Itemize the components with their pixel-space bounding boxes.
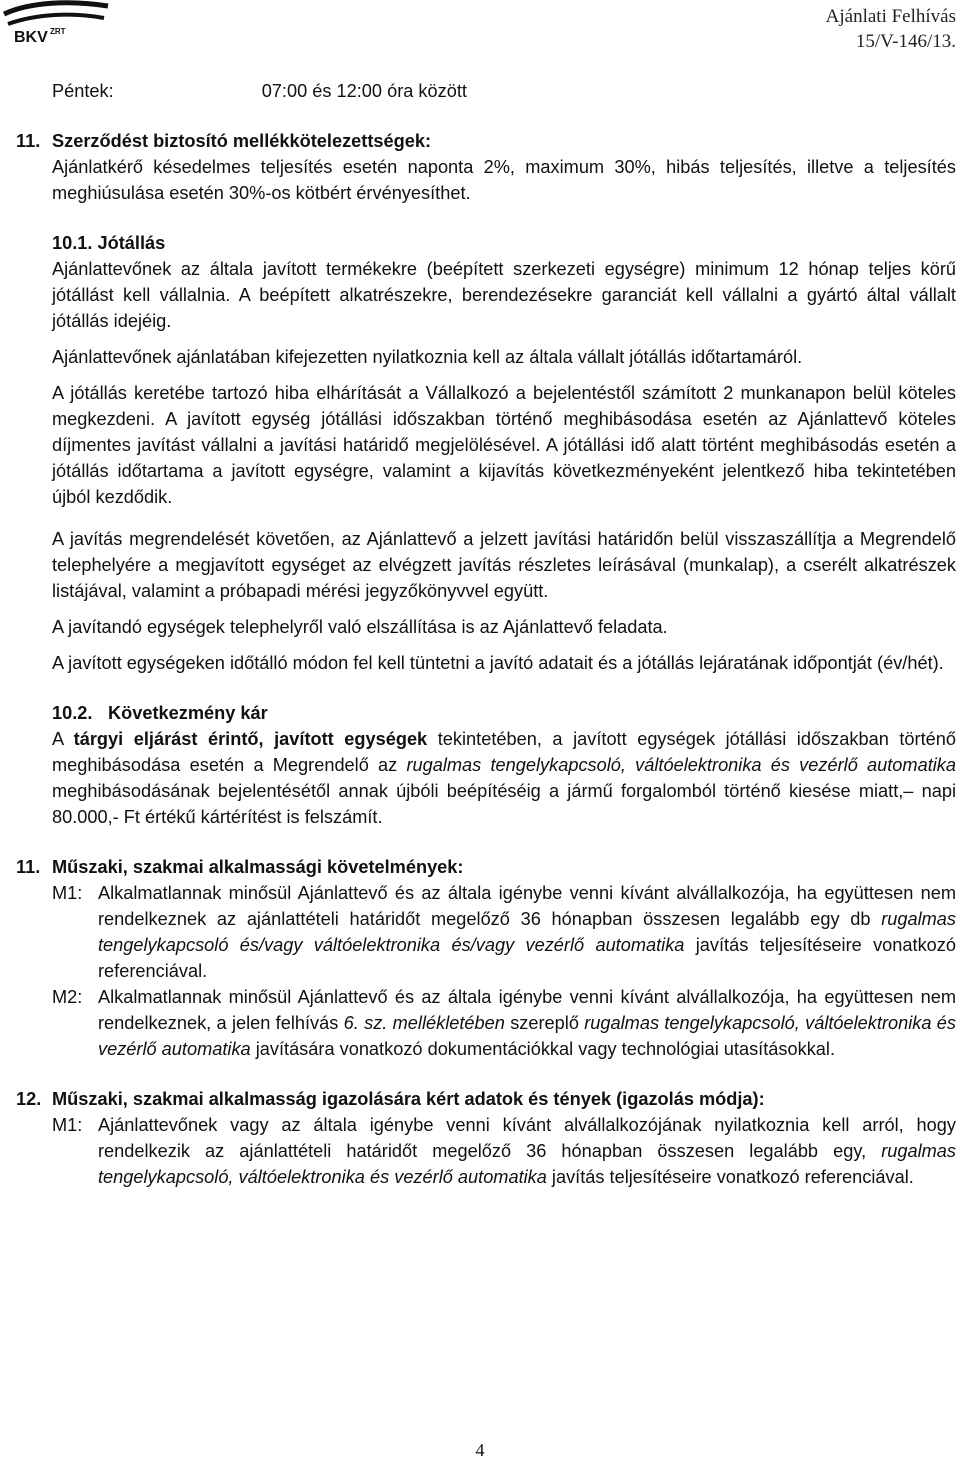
text-run: javítás teljesítéseire vonatkozó referenciával.	[98, 935, 956, 981]
section-heading	[16, 128, 956, 154]
text-run: szereplő	[504, 1013, 585, 1033]
text-run: Alkalmatlannak minősül Ajánlattevő és az általa igénybe venni kívánt alvállalkozója, ha együttesen nem rendelkeznek, a jelen felhívás	[98, 987, 956, 1033]
page-header	[0, 0, 960, 52]
section-12-evidence	[16, 1086, 956, 1190]
italic-run: 6. sz. mellékletében	[343, 1013, 505, 1033]
requirement-m1	[52, 880, 956, 984]
section-number: 11.	[16, 857, 41, 877]
bold-run: tárgyi eljárást érintő, javított egységek	[73, 729, 428, 749]
section-heading	[16, 1086, 956, 1112]
text-run: tekintetében, a javított egységek jótállási időszakban történő meghibásodása esetén a Megrendelő az	[52, 729, 956, 775]
document-body	[16, 78, 956, 1190]
section-10-1-warranty	[52, 230, 956, 676]
page-number: 4	[475, 1440, 485, 1460]
subsection-heading	[52, 230, 956, 256]
paragraph: Ajánlattevőnek ajánlatában kifejezetten nyilatkoznia kell az általa vállalt jótállás időtartamáról.	[52, 347, 803, 367]
evidence-m1	[52, 1112, 956, 1190]
text-run: Alkalmatlannak minősül Ajánlattevő és az általa igénybe venni kívánt alvállalkozója, ha együttesen nem rendelkeznek az ajánlattételi határidőt megelőző 36 hónapban összesen legalább egy db	[98, 883, 956, 929]
logo-superscript: ZRT	[50, 27, 66, 36]
italic-run: rugalmas tengelykapcsoló, váltóelektronika és vezérlő automatika	[406, 755, 956, 775]
logo-text: BKV	[14, 29, 48, 46]
paragraph: A javítandó egységek telephelyről való elszállítása is az Ajánlattevő feladata.	[52, 617, 668, 637]
doc-type: Ajánlati Felhívás	[825, 6, 956, 27]
requirement-label: M1:	[52, 883, 83, 903]
section-11-technical-requirements	[16, 854, 956, 1062]
subsection-number: 10.1.	[52, 233, 93, 253]
subsection-number: 10.2.	[52, 703, 93, 723]
paragraph	[52, 726, 956, 830]
section-10-2-consequential-damage	[52, 700, 956, 830]
section-title: Műszaki, szakmai alkalmassági követelmények:	[52, 857, 464, 877]
section-number: 11.	[16, 131, 41, 151]
subsection-heading	[52, 700, 956, 726]
bkv-logo	[0, 0, 112, 48]
section-title: Műszaki, szakmai alkalmasság igazolására kért adatok és tények (igazolás módja):	[52, 1089, 765, 1109]
italic-run: rugalmas tengelykapcsoló és/vagy váltóelektronika és/vagy vezérlő automatika	[98, 909, 956, 955]
paragraph: A jótállás keretébe tartozó hiba elhárítását a Vállalkozó a bejelentéstől számított 2 munkanapon belül köteles megkezdeni. A javított egység jótállási időszakban történő meghibásodása esetén az Ajánlattevő köteles díjmentes javítást vállalni a javítási határidő megjelölésével. A jótállási idő alatt történt meghibásodás esetén a jótállás időtartama a javított egységre, valamint a kijavítás következményeként jelentkező hiba tekintetében újból kezdődik.	[52, 383, 956, 507]
section-11-guarantee	[16, 128, 956, 206]
subsection-title: Jótállás	[97, 233, 166, 253]
text-run: Ajánlattevőnek vagy az általa igénybe venni kívánt alvállalkozójának nyilatkoznia kell arról, hogy rendelkezik az ajánlattételi határidőt megelőző 36 hónapban összesen legalább egy,	[98, 1115, 956, 1161]
text-run: A	[52, 729, 74, 749]
schedule-day: Péntek:	[52, 81, 114, 101]
paragraph: Ajánlatkérő késedelmes teljesítés esetén naponta 2%, maximum 30%, hibás teljesítés, illetve a teljesítés meghiúsulása esetén 30%-os kötbért érvényesíthet.	[52, 157, 956, 203]
subsection-title: Következmény kár	[108, 703, 268, 723]
text-run: javítás teljesítéseire vonatkozó referenciával.	[546, 1167, 914, 1187]
requirement-m2	[52, 984, 956, 1062]
requirement-label: M1:	[52, 1115, 83, 1135]
italic-run: rugalmas tengelykapcsoló, váltóelektronika és vezérlő automatika	[98, 1013, 956, 1059]
text-run: meghibásodásának bejelentésétől annak újbóli beépítéséig a jármű forgalomból történő kiesése miatt,– napi 80.000,- Ft értékű kártérítést is felszámít.	[52, 781, 956, 827]
text-run: javítására vonatkozó dokumentációkkal vagy technológiai utasításokkal.	[250, 1039, 836, 1059]
schedule-line	[52, 78, 956, 104]
paragraph: Ajánlattevőnek az általa javított termékekre (beépített szerkezeti egységre) minimum 12 hónap teljes körű jótállást kell vállalnia. A beépített alkatrészekre, berendezésekre garanciát kell vállalni a gyártó által vállalt jótállás idejéig.	[52, 259, 956, 331]
header-reference	[826, 4, 956, 54]
italic-run: rugalmas tengelykapcsoló, váltóelektronika és vezérlő automatika	[98, 1141, 956, 1187]
section-heading	[16, 854, 956, 880]
section-title: Szerződést biztosító mellékkötelezettségek:	[52, 131, 432, 151]
doc-number: 15/V-146/13.	[855, 31, 956, 52]
section-number: 12.	[16, 1089, 42, 1109]
requirement-label: M2:	[52, 987, 83, 1007]
paragraph: A javítás megrendelését követően, az Ajánlattevő a jelzett javítási határidőn belül visszaszállítja a Megrendelő telephelyére a megjavított egységet az elvégzett javítás részletes leírásával (munkalap), a cserélt alkatrészek listájával, valamint a próbapadi mérési jegyzőkönyvvel együtt.	[52, 529, 956, 601]
schedule-time: 07:00 és 12:00 óra között	[261, 81, 467, 101]
paragraph: A javított egységeken időtálló módon fel kell tüntetni a javító adatait és a jótállás lejáratának időpontját (év/hét).	[52, 653, 944, 673]
